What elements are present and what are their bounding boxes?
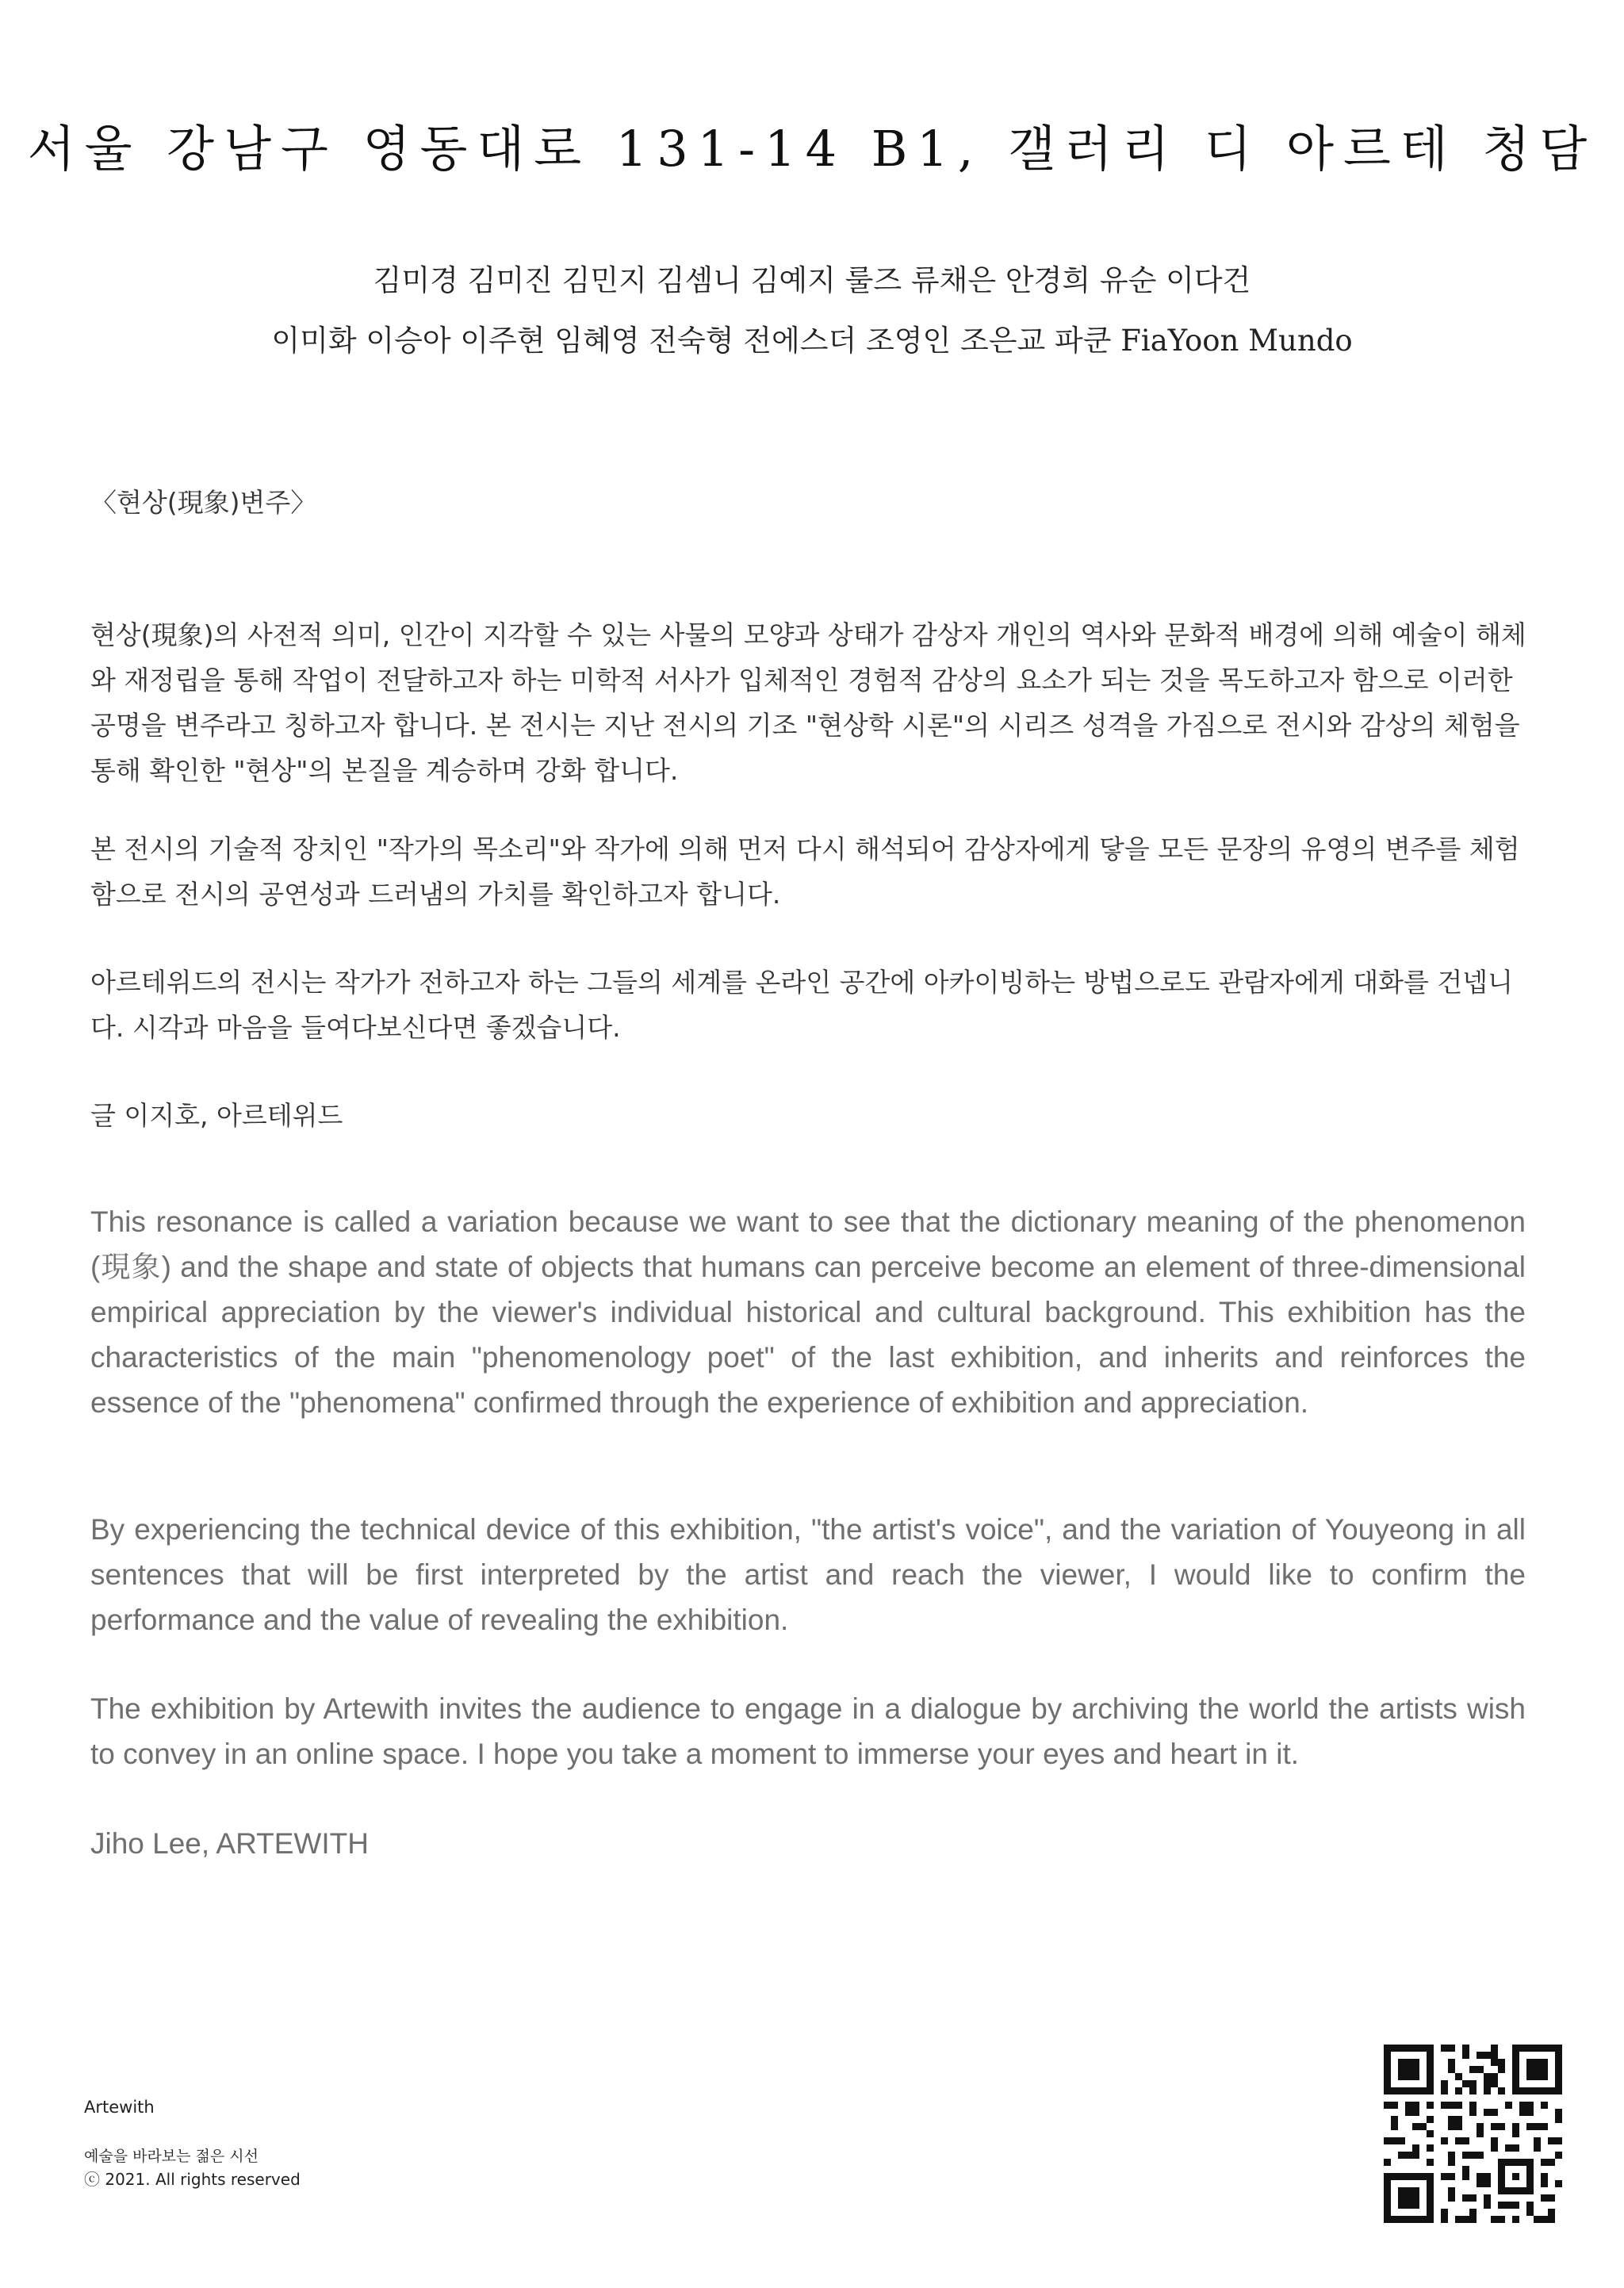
page-title: 서울 강남구 영동대로 131-14 B1, 갤러리 디 아르테 청담 [27,120,1597,178]
artist-list-line-1: 김미경 김미진 김민지 김셈니 김예지 룰즈 류채은 안경희 유순 이다건 [373,263,1251,297]
qr-code-icon[interactable] [1384,2045,1562,2223]
artist-list-line-2: 이미화 이승아 이주현 임혜영 전숙형 전에스더 조영인 조은교 파쿤 FiaYoon Mundo [271,324,1353,358]
footer-brand: Artewith [84,2098,155,2117]
english-paragraph-3: The exhibition by Artewith invites the audience to engage in a dialogue by archiving the world the artists wish to convey in an online space. I hope you take a moment to immerse your eyes and heart in it. [90,1692,1526,1770]
english-paragraph-1: This resonance is called a variation because we want to see that the dictionary meaning of the phenomenon (現象) and the shape and state of objects that humans can perceive become an element of three-dimensional empirical appreciation by the viewer's individual historical and cultural background. This exhibition has the characteristics of the main "phenomenology poet" of the last exhibition, and inherits and reinforces the essence of the "phenomena" confirmed through the experience of exhibition and appreciation. [90,1205,1526,1419]
korean-paragraph-1: 현상(現象)의 사전적 의미, 인간이 지각할 수 있는 사물의 모양과 상태가 감상자 개인의 역사와 문화적 배경에 의해 예술이 해체와 재정립을 통해 작업이 전달하고자 하는 미학적 서사가 입체적인 경험적 감상의 요소가 되는 것을 목도하고자 함으로 이러한 공명을 변주라고 칭하고자 합니다. 본 전시는 지난 전시의 기조 "현상학 시론"의 시리즈 성격을 가짐으로 전시와 감상의 체험을 통해 확인한 "현상"의 본질을 계승하며 강화 합니다. [90,619,1526,786]
korean-paragraph-3: 아르테위드의 전시는 작가가 전하고자 하는 그들의 세계를 온라인 공간에 아카이빙하는 방법으로도 관람자에게 대화를 건넵니다. 시각과 마음을 들여다보신다면 좋겠습니다. [90,967,1514,1043]
footer-copyright: ⓒ 2021. All rights reserved [84,2170,301,2189]
english-signature: Jiho Lee, ARTEWITH [90,1827,369,1860]
korean-paragraph-2: 본 전시의 기술적 장치인 "작가의 목소리"와 작가에 의해 먼저 다시 해석되어 감상자에게 닿을 모든 문장의 유영의 변주를 체험함으로 전시의 공연성과 드러냄의 가치를 확인하고자 합니다. [90,834,1520,910]
korean-signature: 글 이지호, 아르테위드 [90,1100,343,1131]
artist-list [0,251,1624,371]
exhibition-title: 〈현상(現象)변주〉 [90,487,317,518]
english-paragraph-2: By experiencing the technical device of this exhibition, "the artist's voice", and the variation of Youyeong in all sentences that will be first interpreted by the artist and reach the viewer, I would like to confirm the performance and the value of revealing the exhibition. [90,1513,1526,1636]
footer-slogan: 예술을 바라보는 젊은 시선 [84,2148,259,2165]
